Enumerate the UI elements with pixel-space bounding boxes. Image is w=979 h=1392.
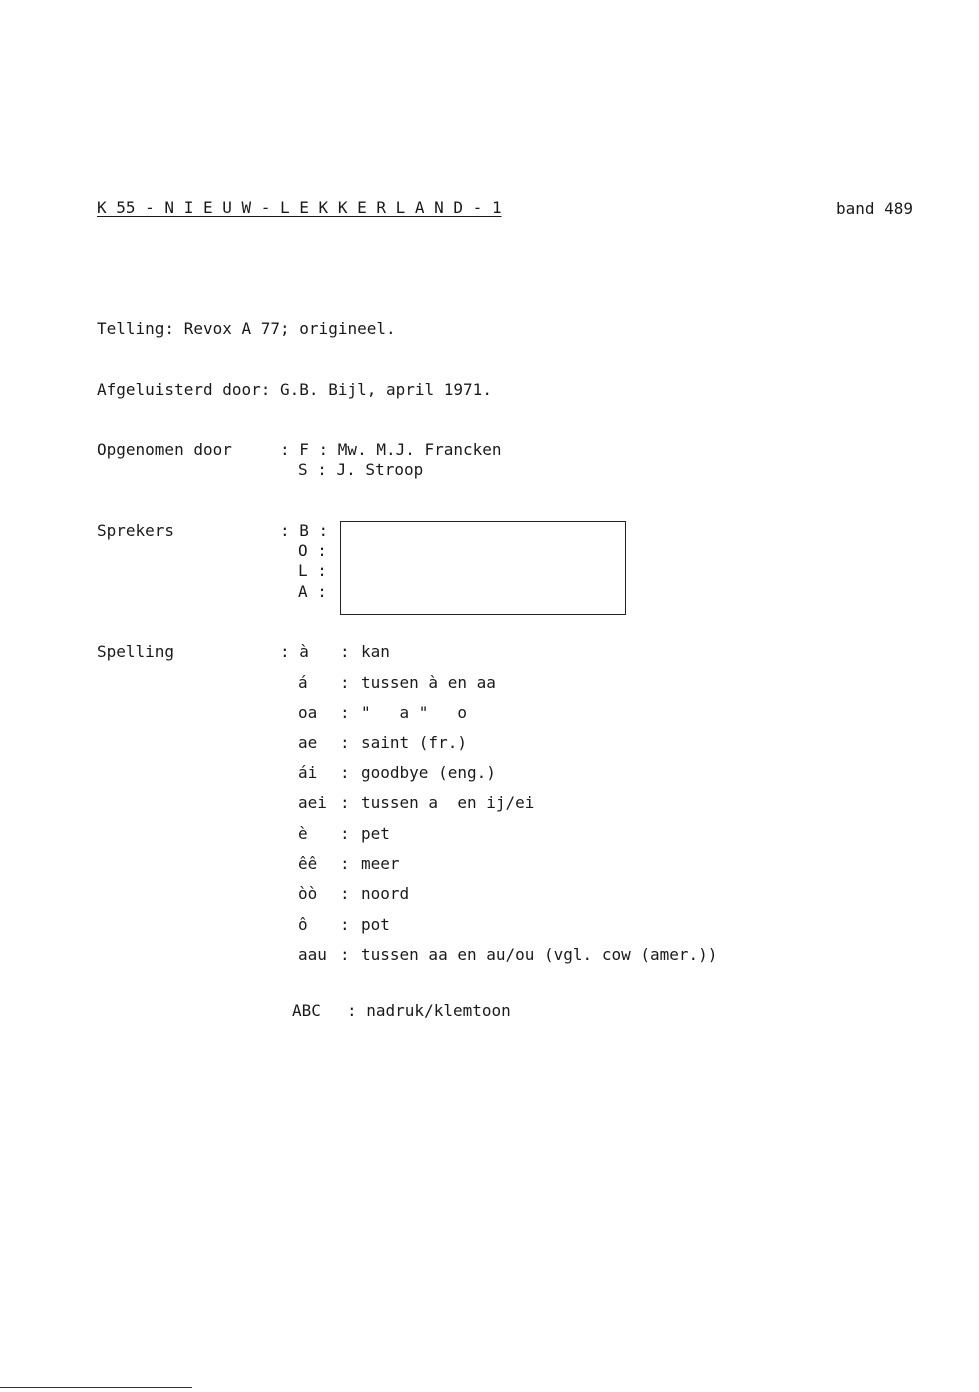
spelling-symbol: aau [298,945,327,964]
spelling-description: pet [361,824,390,843]
spelling-description: tussen à en aa [361,673,496,692]
spelling-symbol: òò [298,884,318,903]
telling-line: Telling: Revox A 77; origineel. [97,319,396,338]
spelling-colon: : [340,854,350,873]
spelling-colon: : [340,945,350,964]
spelling-description: kan [361,642,390,661]
spelling-symbol: ô [298,915,308,934]
spelling-symbol: è [298,824,308,843]
spelling-description: saint (fr.) [361,733,467,752]
spelling-description: noord [361,884,410,903]
spelling-colon: : [340,733,350,752]
spelling-symbol: oa [298,703,318,722]
spelling-symbol: ae [298,733,318,752]
spelling-symbol: á [298,673,308,692]
spelling-colon: : [340,884,350,903]
footer-rule [0,1387,192,1388]
spelling-symbol: : à [280,642,309,661]
spreker-code-a: A : [298,582,327,601]
afgeluisterd-line: Afgeluisterd door: G.B. Bijl, april 1971. [97,380,492,399]
spelling-colon: : [340,915,350,934]
spelling-symbol: aei [298,793,327,812]
sprekers-label: Sprekers [97,521,175,540]
spreker-code-o: O : [298,541,327,560]
spelling-label: Spelling [97,642,175,661]
spelling-description: meer [361,854,400,873]
abc-label: ABC [292,1001,321,1020]
opgenomen-line-f: : F : Mw. M.J. Francken [280,440,502,459]
spelling-colon: : [340,793,350,812]
spelling-description: goodbye (eng.) [361,763,496,782]
document-title: K 55 - N I E U W - L E K K E R L A N D - 1 [97,198,502,217]
spelling-description: tussen aa en au/ou (vgl. cow (amer.)) [361,945,718,964]
spelling-colon: : [340,703,350,722]
spelling-symbol: êê [298,854,318,873]
spelling-description: pot [361,915,390,934]
spelling-symbol: ái [298,763,318,782]
spreker-code-b: : B : [280,521,329,540]
spelling-description: " a " o [361,703,467,722]
spelling-colon: : [340,824,350,843]
spelling-colon: : [340,763,350,782]
spelling-colon: : [340,642,350,661]
abc-description: : nadruk/klemtoon [347,1001,511,1020]
spelling-description: tussen a en ij/ei [361,793,535,812]
redacted-speaker-box [340,521,626,615]
opgenomen-line-s: S : J. Stroop [298,460,424,479]
opgenomen-label: Opgenomen door [97,440,232,459]
spelling-colon: : [340,673,350,692]
band-number: band 489 [836,199,914,218]
spreker-code-l: L : [298,561,327,580]
